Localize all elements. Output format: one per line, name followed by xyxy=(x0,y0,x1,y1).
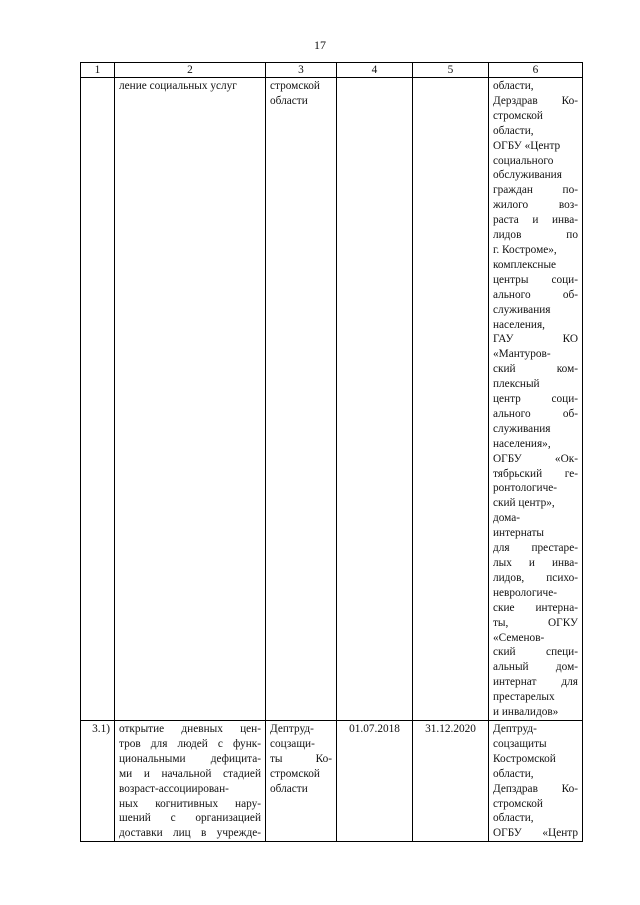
executor-line: стромской xyxy=(493,109,543,122)
header-col-5: 5 xyxy=(413,63,489,78)
executor-line: раста и инва- xyxy=(493,214,578,227)
measure-line: тров для людей с функ- xyxy=(119,737,261,750)
executor-line: ОГБУ «Ок- xyxy=(493,452,578,465)
executors-cell xyxy=(489,720,583,841)
executor-line: стромской xyxy=(493,797,543,810)
executor-line: «Семенов- xyxy=(493,631,545,644)
executor-line: интернат для xyxy=(493,676,578,689)
executors-cell xyxy=(489,78,583,721)
responsible-cell xyxy=(266,720,337,841)
executor-line: комплексные xyxy=(493,258,557,271)
table-header-row xyxy=(81,63,583,78)
measure-line: доставки лиц в учрежде- xyxy=(119,827,261,840)
measure-cell xyxy=(115,720,266,841)
measure-line: циональными дефицита- xyxy=(119,752,261,765)
header-col-1: 1 xyxy=(81,63,115,78)
executor-line: «Мантуров- xyxy=(493,348,551,361)
measure-line: шений с организацией xyxy=(119,812,261,825)
executor-line: альный дом- xyxy=(493,661,578,674)
executor-line: ронтологиче- xyxy=(493,482,558,495)
executor-line: дома- xyxy=(493,512,521,525)
start-date-cell xyxy=(337,78,413,721)
executor-line: области, xyxy=(493,80,534,92)
executor-line: ты, ОГКУ xyxy=(493,616,578,629)
executor-line: ОГБУ «Центр xyxy=(493,827,578,840)
executor-line: Костромской xyxy=(493,752,556,765)
responsible-line: стромской xyxy=(270,767,320,780)
executor-line: ОГБУ «Центр xyxy=(493,139,561,152)
measure-line: возраст-ассоциирован- xyxy=(119,782,229,795)
measure-cell xyxy=(115,78,266,721)
executor-line: граждан по- xyxy=(493,184,578,197)
responsible-line: ты Ко- xyxy=(270,752,332,765)
executor-line: ский ком- xyxy=(493,363,578,376)
executor-line: и инвалидов» xyxy=(493,706,559,719)
executor-line: для престаре- xyxy=(493,542,578,555)
activities-table xyxy=(80,62,583,842)
executor-line: ального об- xyxy=(493,288,578,301)
responsible-line: соцзащи- xyxy=(270,737,315,750)
executor-line: престарелых xyxy=(493,691,555,704)
table-row xyxy=(81,720,583,841)
start-date-cell: 01.07.2018 xyxy=(337,720,413,841)
executor-line: ГАУ КО xyxy=(493,333,578,346)
executor-line: центр соци- xyxy=(493,393,578,406)
executor-line: служивания xyxy=(493,303,551,316)
header-col-2: 2 xyxy=(115,63,266,78)
executor-line: лых и инва- xyxy=(493,557,578,569)
header-col-3: 3 xyxy=(266,63,337,78)
executor-line: ский специ- xyxy=(493,646,578,659)
executor-line: ский центр», xyxy=(493,497,555,510)
executor-line: области, xyxy=(493,767,534,780)
row-number-cell: 3.1) xyxy=(81,720,115,841)
measure-line: ление социальных услуг xyxy=(119,80,237,92)
executor-line: г. Костроме», xyxy=(493,243,557,256)
executor-line: Дерздрав Ко- xyxy=(493,94,578,107)
table-row xyxy=(81,78,583,721)
executor-line: ские интерна- xyxy=(493,601,578,614)
page-number: 17 xyxy=(314,38,326,52)
responsible-line: стромской xyxy=(270,80,320,92)
end-date-cell xyxy=(413,78,489,721)
executor-line: области, xyxy=(493,124,534,137)
responsible-line: области xyxy=(270,782,308,795)
executor-line: неврологиче- xyxy=(493,586,557,599)
executor-line: тябрьский ге- xyxy=(493,467,578,480)
executor-line: жилого воз- xyxy=(493,199,578,212)
executor-line: ального об- xyxy=(493,407,578,420)
row-number-cell xyxy=(81,78,115,721)
executor-line: соцзащиты xyxy=(493,737,547,750)
responsible-cell xyxy=(266,78,337,721)
executor-line: Дептруд- xyxy=(493,722,537,735)
executor-line: населения», xyxy=(493,437,551,450)
measure-line: ми и начальной стадией xyxy=(119,767,261,780)
responsible-line: Дептруд- xyxy=(270,722,314,735)
header-col-4: 4 xyxy=(337,63,413,78)
executor-line: лидов по xyxy=(493,229,578,242)
executor-line: населения, xyxy=(493,318,545,331)
executor-line: Депздрав Ко- xyxy=(493,782,578,795)
responsible-line: области xyxy=(270,94,308,107)
executor-line: лидов, психо- xyxy=(493,571,578,584)
executor-line: области, xyxy=(493,812,534,825)
executor-line: социального xyxy=(493,154,554,167)
executor-line: обслуживания xyxy=(493,169,562,182)
executor-line: интернаты xyxy=(493,527,544,540)
executor-line: плексный xyxy=(493,378,540,391)
measure-line: ных когнитивных нару- xyxy=(119,797,261,810)
measure-line: открытие дневных цен- xyxy=(119,722,261,735)
end-date-cell: 31.12.2020 xyxy=(413,720,489,841)
executor-line: служивания xyxy=(493,422,551,435)
header-col-6: 6 xyxy=(489,63,583,78)
executor-line: центры соци- xyxy=(493,273,578,286)
